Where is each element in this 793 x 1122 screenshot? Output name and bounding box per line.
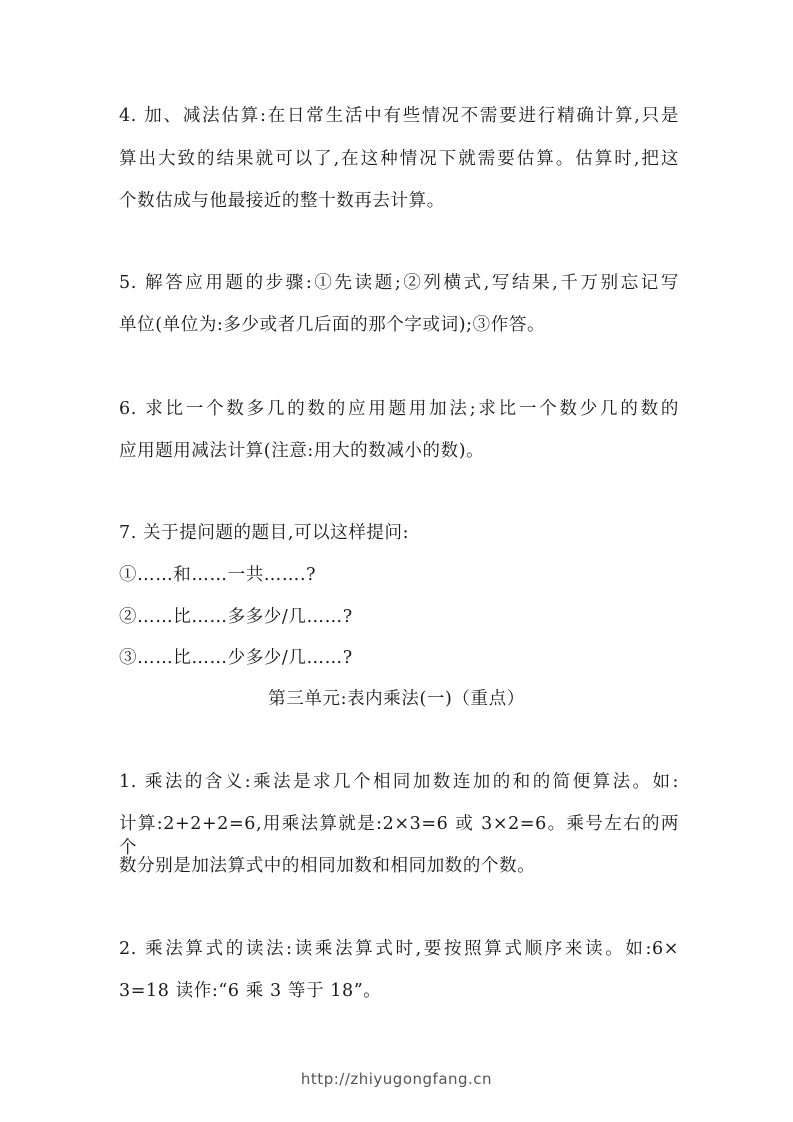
paragraph-4-line-1: 4. 加、减法估算:在日常生活中有些情况不需要进行精确计算,只是 [119, 106, 679, 126]
multiplication-1-line-2: 计算:2+2+2=6,用乘法算就是:2×3=6 或 3×2=6。乘号左右的两个 [119, 814, 679, 858]
unit-title: 第三单元:表内乘法(一)（重点） [268, 689, 525, 709]
question-pattern-3: ③……比……少多少/几……? [119, 648, 353, 668]
multiplication-2-line-1: 2. 乘法算式的读法:读乘法算式时,要按照算式顺序来读。如:6× [119, 939, 679, 959]
question-pattern-1: ①……和……一共…….? [119, 565, 317, 585]
paragraph-7-line-1: 7. 关于提问题的题目,可以这样提问: [119, 523, 410, 543]
multiplication-2-line-2: 3=18 读作:“6 乘 3 等于 18”。 [119, 981, 382, 1001]
footer-url: http://zhiyugongfang.cn [300, 1070, 493, 1088]
paragraph-5-line-1: 5. 解答应用题的步骤:①先读题;②列横式,写结果,千万别忘记写 [119, 273, 679, 293]
paragraph-5-line-2: 单位(单位为:多少或者几后面的那个字或词);③作答。 [119, 315, 546, 335]
paragraph-6-line-1: 6. 求比一个数多几的数的应用题用加法;求比一个数少几的数的 [119, 399, 679, 419]
multiplication-1-line-1: 1. 乘法的含义:乘法是求几个相同加数连加的和的简便算法。如: [119, 772, 679, 792]
question-pattern-2: ②……比……多多少/几……? [119, 607, 353, 627]
multiplication-1-line-3: 数分别是加法算式中的相同加数和相同加数的个数。 [119, 856, 536, 876]
paragraph-6-line-2: 应用题用减法计算(注意:用大的数减小的数)。 [119, 441, 485, 461]
paragraph-4-line-2: 算出大致的结果就可以了,在这种情况下就需要估算。估算时,把这 [119, 149, 679, 169]
paragraph-4-line-3: 个数估成与他最接近的整十数再去计算。 [119, 191, 445, 211]
